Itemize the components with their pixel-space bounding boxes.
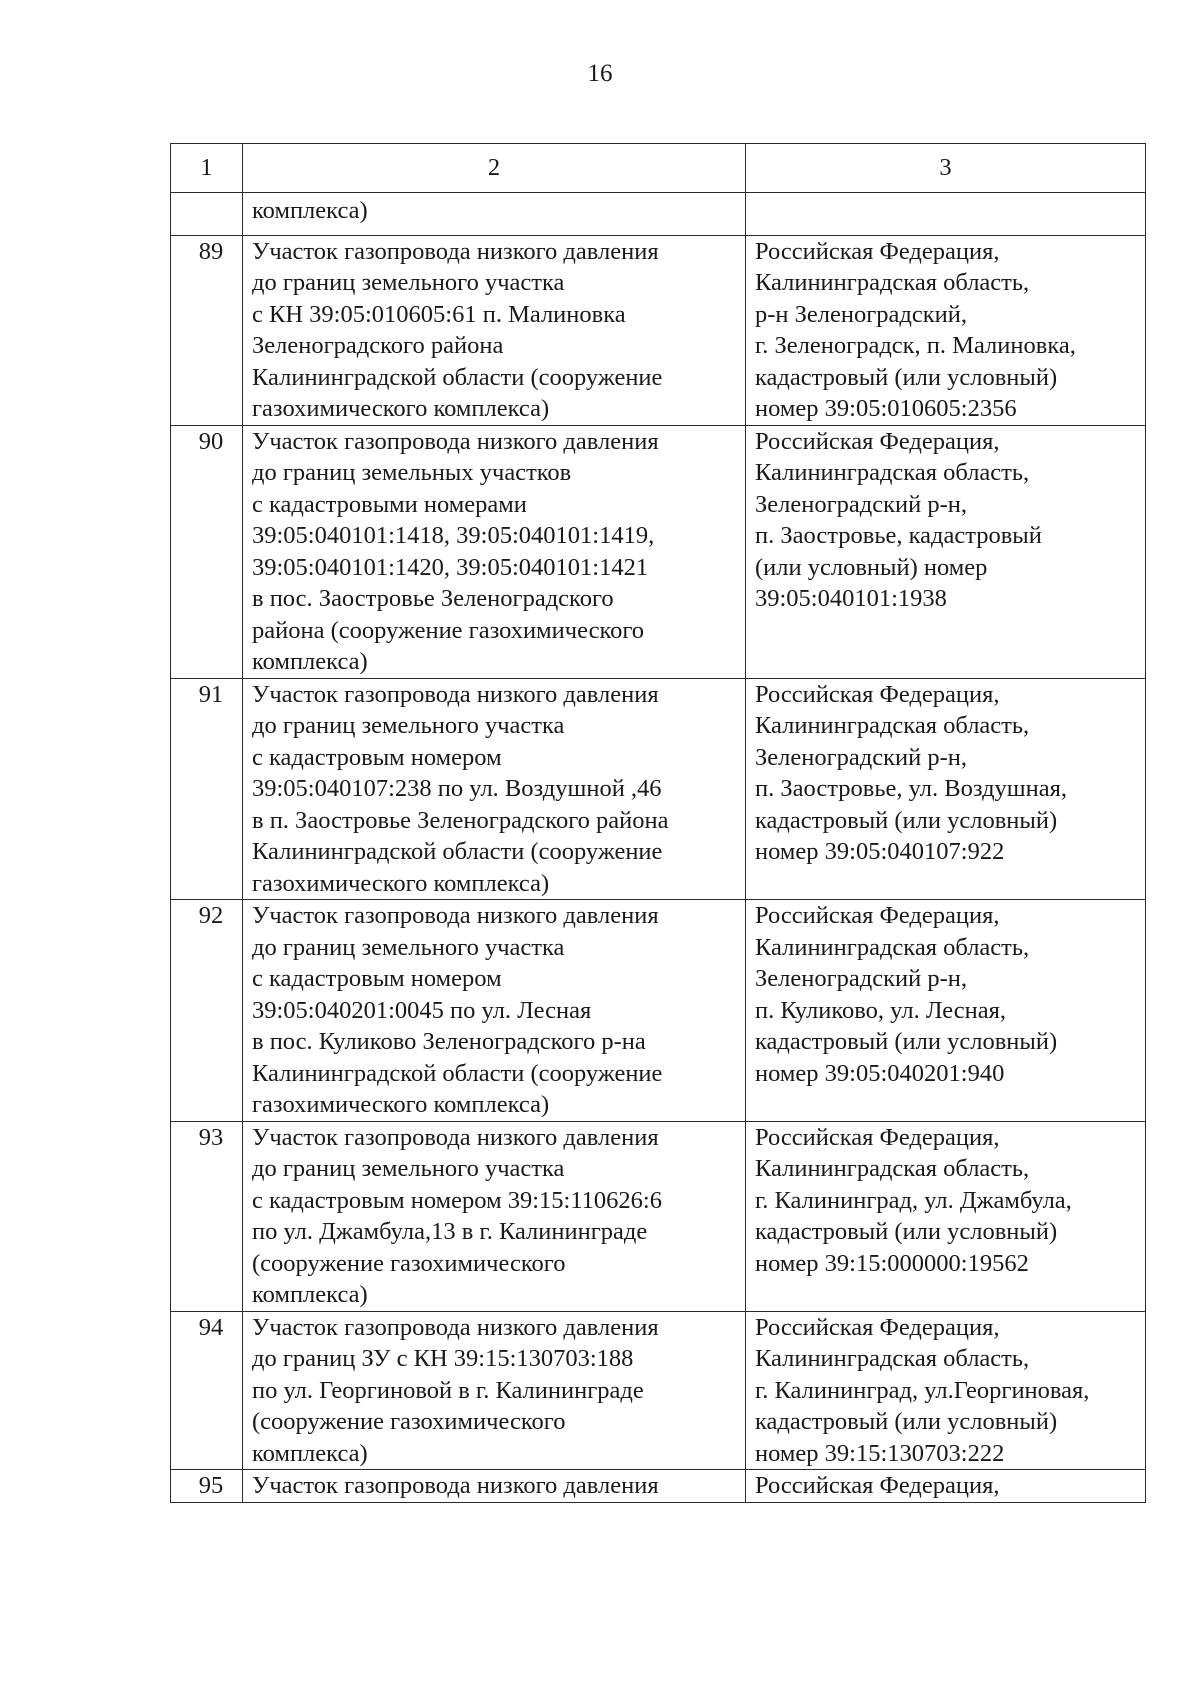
text-line: Российская Федерация,	[755, 237, 1000, 265]
text-line: номер 39:05:010605:2356	[755, 395, 1017, 422]
text-line: 39:05:040101:1938	[755, 585, 947, 612]
object-description	[243, 900, 746, 1122]
text-line: Российская Федерация,	[755, 1472, 1000, 1499]
object-description	[243, 235, 746, 425]
text-line: Зеленоградский р-н,	[755, 490, 968, 518]
table-body	[171, 193, 1146, 1503]
text-line: с кадастровым номером	[252, 743, 502, 771]
object-description	[243, 193, 746, 236]
text-line: Зеленоградского района	[252, 332, 504, 359]
object-description	[243, 1311, 746, 1470]
text-line: района (сооружение газохимического	[252, 616, 645, 644]
table-row	[171, 1311, 1146, 1470]
text-line: до границ земельного участка	[252, 933, 565, 961]
text-line: Участок газопровода низкого давления	[252, 902, 659, 929]
text-line: (сооружение газохимического	[252, 1408, 566, 1435]
text-line: 39:05:040101:1420, 39:05:040101:1421	[252, 553, 649, 581]
table-row	[171, 900, 1146, 1122]
text-line: п. Заостровье, кадастровый	[755, 522, 1042, 549]
text-line: комплекса)	[252, 648, 368, 675]
table-row	[171, 678, 1146, 900]
object-description	[243, 678, 746, 900]
row-number: 95	[171, 1470, 243, 1503]
text-line: (или условный) номер	[755, 553, 988, 581]
text-line: кадастровый (или условный)	[755, 1408, 1058, 1435]
text-line: Участок газопровода низкого давления	[252, 1472, 659, 1499]
column-header-1: 1	[171, 144, 243, 193]
text-line: Калининградской области (сооружение	[252, 1059, 663, 1087]
text-line: с КН 39:05:010605:61 п. Малиновка	[252, 300, 626, 328]
text-line: 39:05:040201:0045 по ул. Лесная	[252, 996, 592, 1024]
column-header-3: 3	[746, 144, 1146, 193]
table-row	[171, 425, 1146, 678]
text-line: Калининградская область,	[755, 459, 1030, 486]
text-line: Калининградская область,	[755, 1155, 1030, 1182]
text-line: Российская Федерация,	[755, 902, 1000, 929]
object-address	[746, 1121, 1146, 1311]
object-address	[746, 1311, 1146, 1470]
text-line: Участок газопровода низкого давления	[252, 237, 659, 265]
text-line: Российская Федерация,	[755, 1123, 1000, 1151]
text-line: номер 39:15:130703:222	[755, 1439, 1005, 1467]
page-number: 16	[587, 60, 613, 87]
text-line: 39:05:040101:1418, 39:05:040101:1419,	[252, 522, 655, 549]
text-line: газохимического комплекса)	[252, 869, 550, 897]
text-line: Российская Федерация,	[755, 680, 1000, 708]
object-description	[243, 425, 746, 678]
text-line: номер 39:05:040201:940	[755, 1059, 1005, 1087]
text-line: в пос. Куликово Зеленоградского р-на	[252, 1028, 646, 1055]
object-address	[746, 235, 1146, 425]
text-line: Калининградская область,	[755, 1345, 1030, 1372]
text-line: комплекса)	[252, 197, 368, 224]
text-line: до границ земельного участка	[252, 1155, 565, 1182]
text-line: кадастровый (или условный)	[755, 806, 1058, 834]
text-line: г. Калининград, ул.Георгиновая,	[755, 1376, 1090, 1404]
text-line: 39:05:040107:238 по ул. Воздушной ,46	[252, 775, 662, 802]
table-row	[171, 1121, 1146, 1311]
text-line: до границ земельного участка	[252, 712, 565, 739]
object-address	[746, 678, 1146, 900]
text-line: Калининградской области (сооружение	[252, 838, 663, 865]
text-line: до границ земельного участка	[252, 269, 565, 296]
text-line: кадастровый (или условный)	[755, 363, 1058, 391]
text-line: комплекса)	[252, 1281, 368, 1308]
text-line: комплекса)	[252, 1439, 368, 1467]
text-line: газохимического комплекса)	[252, 1091, 550, 1118]
text-line: г. Зеленоградск, п. Малиновка,	[755, 332, 1076, 359]
text-line: кадастровый (или условный)	[755, 1218, 1058, 1245]
text-line: Калининградской области (сооружение	[252, 363, 663, 391]
text-line: (сооружение газохимического	[252, 1249, 566, 1277]
text-line: кадастровый (или условный)	[755, 1028, 1058, 1055]
table-row	[171, 235, 1146, 425]
text-line: Зеленоградский р-н,	[755, 965, 968, 992]
text-line: в п. Заостровье Зеленоградского района	[252, 806, 669, 834]
text-line: до границ земельных участков	[252, 459, 572, 486]
text-line: по ул. Георгиновой в г. Калининграде	[252, 1376, 644, 1404]
object-address	[746, 900, 1146, 1122]
text-line: Калининградская область,	[755, 933, 1030, 961]
text-line: Участок газопровода низкого давления	[252, 680, 659, 708]
row-number: 93	[171, 1121, 243, 1311]
text-line: с кадастровыми номерами	[252, 490, 527, 518]
object-address	[746, 193, 1146, 236]
text-line: Участок газопровода низкого давления	[252, 427, 659, 455]
text-line: газохимического комплекса)	[252, 395, 550, 422]
text-line: до границ ЗУ с КН 39:15:130703:188	[252, 1345, 634, 1372]
row-number: 94	[171, 1311, 243, 1470]
text-line: р-н Зеленоградский,	[755, 300, 968, 328]
object-description	[243, 1470, 746, 1503]
column-header-2: 2	[243, 144, 746, 193]
text-line: г. Калининград, ул. Джамбула,	[755, 1186, 1072, 1214]
table-row	[171, 1470, 1146, 1503]
object-description	[243, 1121, 746, 1311]
row-number	[171, 193, 243, 236]
table-header-row	[171, 144, 1146, 193]
row-number: 89	[171, 235, 243, 425]
object-address	[746, 1470, 1146, 1503]
text-line: п. Куликово, ул. Лесная,	[755, 996, 1007, 1024]
text-line: с кадастровым номером 39:15:110626:6	[252, 1186, 662, 1214]
text-line: номер 39:05:040107:922	[755, 838, 1005, 865]
text-line: в пос. Заостровье Зеленоградского	[252, 585, 614, 612]
text-line: Участок газопровода низкого давления	[252, 1313, 659, 1341]
text-line: по ул. Джамбула,13 в г. Калининграде	[252, 1218, 648, 1245]
text-line: Калининградская область,	[755, 269, 1030, 296]
text-line: Калининградская область,	[755, 712, 1030, 739]
continuation-row	[171, 193, 1146, 236]
row-number: 92	[171, 900, 243, 1122]
text-line: Российская Федерация,	[755, 1313, 1000, 1341]
text-line: с кадастровым номером	[252, 965, 502, 992]
text-line: Участок газопровода низкого давления	[252, 1123, 659, 1151]
text-line: п. Заостровье, ул. Воздушная,	[755, 775, 1068, 802]
text-line: Зеленоградский р-н,	[755, 743, 968, 771]
text-line: Российская Федерация,	[755, 427, 1000, 455]
row-number: 91	[171, 678, 243, 900]
text-line: номер 39:15:000000:19562	[755, 1249, 1029, 1277]
row-number: 90	[171, 425, 243, 678]
registry-table	[170, 143, 1146, 1503]
object-address	[746, 425, 1146, 678]
